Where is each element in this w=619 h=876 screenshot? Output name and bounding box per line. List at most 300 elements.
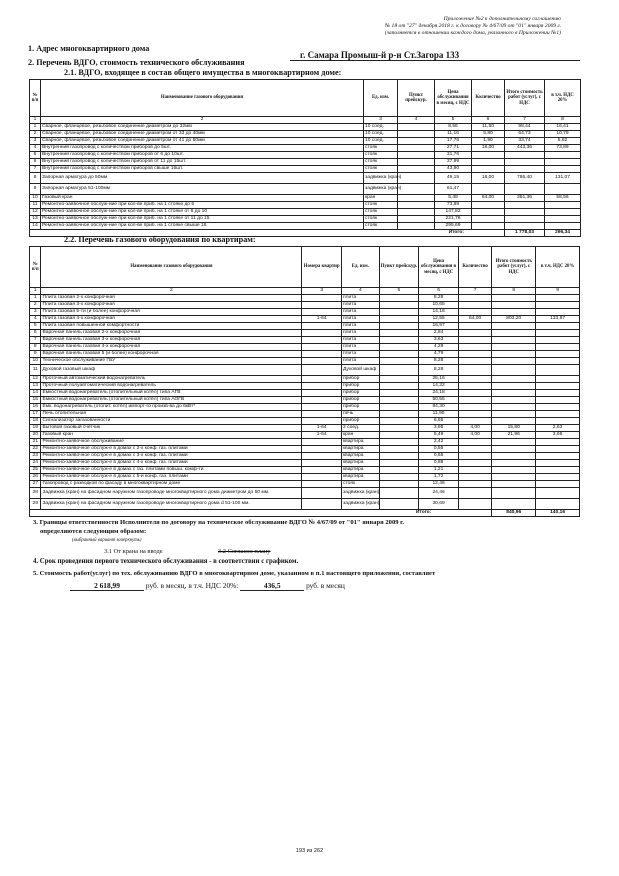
table-cell: 0,65 [419, 453, 459, 460]
table-cell [458, 474, 491, 481]
table-cell: плита [342, 302, 380, 309]
table-cell: 11,90 [419, 411, 459, 418]
table-cell [302, 474, 342, 481]
option-per-plan: 3.2 Согласно плану [218, 548, 271, 555]
table-cell [472, 159, 505, 166]
table-cell: 11 [30, 202, 41, 209]
table-cell [302, 376, 342, 383]
table-cell [379, 418, 419, 425]
table-cell: Газовый кран [41, 195, 364, 202]
table-cell: 11,16 [435, 131, 472, 138]
table-cell: 786,40 [505, 173, 545, 184]
apartment-equipment-table [29, 246, 580, 517]
table-cell [379, 499, 419, 510]
table-cell [536, 411, 580, 418]
table-cell: прибор [342, 376, 380, 383]
table-cell [379, 365, 419, 376]
table-cell: 351,36 [505, 195, 545, 202]
table-cell [379, 439, 419, 446]
table-cell [302, 365, 342, 376]
table-cell [536, 404, 580, 411]
table-cell: 3,95 [419, 425, 459, 432]
table-cell: Сварное, фланцевое, резьбовое соединение диаметром до 32мм [41, 124, 364, 131]
table-cell: Ремонтно-заявочное обслуж-е в домах с газ. плитами повыш. комф-ти [41, 467, 302, 474]
table-cell [536, 302, 580, 309]
table-cell: 14 [30, 223, 41, 230]
table-cell [536, 460, 580, 467]
table-cell: 8,28 [419, 358, 459, 365]
table-cell: 19 [30, 425, 41, 432]
table-cell [492, 323, 536, 330]
table-cell [398, 195, 435, 202]
table-cell: 5,49 [435, 195, 472, 202]
table-cell [458, 337, 491, 344]
table-cell [505, 209, 545, 216]
table-cell [492, 358, 536, 365]
table-cell [545, 159, 581, 166]
table-cell: Газовый кран [41, 432, 302, 439]
table-cell: 10 соед. [364, 131, 398, 138]
table-cell: Запорная арматура до 50мм [41, 173, 364, 184]
table-cell: квартира [342, 453, 380, 460]
table-row [30, 316, 580, 323]
table-cell: Плита газовая 5-ти (и более) конфорочная [41, 309, 302, 316]
col-number: 3 [302, 288, 342, 295]
table-cell: 8,28 [419, 365, 459, 376]
table-cell: 12,46 [419, 481, 459, 488]
table-cell [302, 460, 342, 467]
table-cell: 2,63 [536, 425, 580, 432]
col-header: № п/п [30, 247, 41, 288]
table-cell: Варочная панель газовая 5 (и более) конфорочная [41, 351, 302, 358]
table-cell: кран [364, 195, 398, 202]
table-cell: 10 [30, 195, 41, 202]
table-cell [458, 397, 491, 404]
table-cell [302, 453, 342, 460]
col-number: 6 [472, 117, 505, 124]
table-row [30, 418, 580, 425]
table-cell: 14,32 [419, 383, 459, 390]
table-cell: 24,46 [419, 488, 459, 499]
closing-sections [0, 519, 619, 659]
table-cell: Плита газовая повышенной комфортности [41, 323, 302, 330]
table-cell [536, 309, 580, 316]
table2-total-vat: 140,16 [536, 510, 580, 517]
col-header: Итого стоимость работ (услуг), с НДС [505, 80, 545, 117]
table-cell: Ремонтно-заявочное обслуж-е в домах с 3-х конф. газ. плитами [41, 453, 302, 460]
table-row [30, 439, 580, 446]
table-cell [536, 467, 580, 474]
table-cell: Ремонтно-заявочное обслуж-е в домах с 4-х конф. газ. плитами [41, 460, 302, 467]
table-cell: 14,18 [419, 309, 459, 316]
col-number: 5 [379, 288, 419, 295]
table-cell [492, 295, 536, 302]
table-cell [379, 432, 419, 439]
table-cell: 221,76 [435, 216, 472, 223]
table-cell: 23 [30, 453, 41, 460]
table-row [30, 152, 581, 159]
table-cell: плита [342, 351, 380, 358]
table-cell [302, 488, 342, 499]
section3-line2: определяются следующим образом: [40, 528, 147, 535]
table2-total-label: Итого: [30, 510, 492, 517]
table-cell [536, 499, 580, 510]
table-cell: стояк [364, 166, 398, 173]
table-cell: 803,20 [492, 316, 536, 323]
table-cell: 10 соед. [364, 138, 398, 145]
table-cell: квартира [342, 460, 380, 467]
col-header: Ед. изм. [364, 80, 398, 117]
table-cell [302, 295, 342, 302]
table-cell [458, 404, 491, 411]
appendix-note-line: № 18 от "27" декабря 2018 г. к договору № 4/67/09 от "01" января 2009 г. [384, 23, 561, 29]
table-cell [505, 202, 545, 209]
table-cell [536, 376, 580, 383]
table-cell [302, 481, 342, 488]
table-cell [398, 223, 435, 230]
table-cell: квартира [342, 446, 380, 453]
table-cell: Бытовой газовый счетчик [41, 425, 302, 432]
col-number: 7 [505, 117, 545, 124]
table-cell: Внутренний газопровод с количеством приборов от 6 до 10шт. [41, 152, 364, 159]
table-cell: 5,80 [472, 131, 505, 138]
table-cell [379, 337, 419, 344]
table-cell [536, 390, 580, 397]
section1-label: 1. Адрес многоквартирного дома [28, 44, 150, 53]
table-cell [536, 337, 580, 344]
table-row [30, 425, 580, 432]
table-cell: плита [342, 323, 380, 330]
table-cell [398, 209, 435, 216]
table-cell: 5 [30, 152, 41, 159]
table-cell [536, 365, 580, 376]
table-cell: 21 [30, 439, 41, 446]
table-cell [536, 453, 580, 460]
table-row [30, 323, 580, 330]
table-row [30, 358, 580, 365]
section21-title: 2.1. ВДГО, входящее в состав общего имущества в многоквартирном доме: [64, 68, 342, 77]
col-number: 8 [545, 117, 581, 124]
table-cell [492, 404, 536, 411]
table-cell: 4,00 [458, 432, 491, 439]
table-cell: 2 [30, 302, 41, 309]
table-cell: 1-64 [302, 316, 342, 323]
table-cell [492, 365, 536, 376]
table-cell [458, 418, 491, 425]
table-cell: Варочная панель газовая 2-х конфорочная [41, 330, 302, 337]
col-header: Количество [458, 247, 491, 288]
table-cell: 7 [30, 337, 41, 344]
table-cell [492, 376, 536, 383]
table-cell [379, 309, 419, 316]
table-cell [379, 344, 419, 351]
table-cell: 8 [30, 344, 41, 351]
table-row [30, 351, 580, 358]
table-cell [302, 446, 342, 453]
table-cell: 3 [30, 138, 41, 145]
col-number: 9 [536, 288, 580, 295]
appendix-note-line: (заполняется в отношении каждого дома, указанного в Приложении №1) [384, 30, 561, 36]
table-cell: печь [342, 411, 380, 418]
table-cell [379, 397, 419, 404]
table-cell: прибор [342, 397, 380, 404]
table-cell [379, 323, 419, 330]
table-cell: плита [342, 344, 380, 351]
table-cell [398, 166, 435, 173]
table-cell [536, 446, 580, 453]
table-cell [379, 467, 419, 474]
table-cell: 24,18 [419, 390, 459, 397]
table-cell [492, 453, 536, 460]
table-cell [492, 481, 536, 488]
table-cell [458, 323, 491, 330]
col-header: № п/п [30, 80, 41, 117]
table-cell [379, 295, 419, 302]
table-cell [302, 323, 342, 330]
table-row [30, 195, 581, 202]
table-cell: 295,69 [435, 223, 472, 230]
table-cell [492, 397, 536, 404]
table-cell: Сигнализатор загазованности [41, 418, 302, 425]
table-cell [398, 159, 435, 166]
table-cell [398, 152, 435, 159]
table-cell [379, 404, 419, 411]
col-number: 8 [492, 288, 536, 295]
table-cell [398, 131, 435, 138]
table-cell [379, 425, 419, 432]
table-cell [492, 499, 536, 510]
table-cell [302, 390, 342, 397]
col-header: Итого стоимость работ (услуг), с НДС [492, 247, 536, 288]
table-cell: 3,63 [419, 337, 459, 344]
table-cell [536, 474, 580, 481]
table-row [30, 397, 580, 404]
table-row [30, 330, 580, 337]
table-row [30, 411, 580, 418]
table1-total-value: 1 778,03 [505, 230, 545, 237]
table-row [30, 383, 580, 390]
table-cell [379, 460, 419, 467]
table-cell [492, 446, 536, 453]
table-cell [398, 216, 435, 223]
table-cell: 22 [30, 446, 41, 453]
table-cell [472, 223, 505, 230]
table-cell: Сварное, фланцевое, резьбовое соединение диаметром от 33 до 40мм [41, 131, 364, 138]
table-cell: прибор [342, 390, 380, 397]
table-cell: 6 [30, 330, 41, 337]
table-cell [398, 202, 435, 209]
table-cell: 28 [30, 488, 41, 499]
table-cell: Ремонтно-заявочное обслуж-е в домах с 5-и конф. газ. плитами [41, 474, 302, 481]
table-cell: 84,30 [419, 404, 459, 411]
table-row [30, 376, 580, 383]
table-cell: 18 [30, 418, 41, 425]
table-cell: 11,50 [472, 124, 505, 131]
section3-line1: 3. Границы ответственности Исполнителя по договору на техническое обслуживание ВДГО № 4/67/09 от "01" января 2009 г. [33, 519, 405, 526]
table-row [30, 474, 580, 481]
table-cell [398, 145, 435, 152]
col-header: Пункт прейскур. [398, 80, 435, 117]
table-row [30, 184, 581, 195]
table1-total-vat: 296,34 [545, 230, 581, 237]
table-row [30, 159, 581, 166]
table-cell [458, 344, 491, 351]
table-cell [398, 173, 435, 184]
address-value: г. Самара Промыш-й р-н Ст.Загора 133 [300, 50, 460, 60]
table-cell: 15,80 [492, 425, 536, 432]
table-cell: задвижка (кран) [342, 499, 380, 510]
section5-cost-line [70, 581, 345, 591]
table-cell: 58,56 [545, 195, 581, 202]
table-cell: 15 [30, 397, 41, 404]
table-cell [505, 166, 545, 173]
table-cell [379, 390, 419, 397]
table-cell [458, 309, 491, 316]
table-cell: Плита газовая 4-х конфорочная [41, 316, 302, 323]
table-cell: Варочная панель газовая 3-х конфорочная [41, 337, 302, 344]
table-cell [458, 460, 491, 467]
table-cell [492, 383, 536, 390]
table-cell: 12,55 [419, 316, 459, 323]
appendix-note [271, 16, 561, 37]
table-cell [379, 302, 419, 309]
table-cell: 4,00 [458, 425, 491, 432]
table-cell: Емк. водонагреватель (отопит. котёл) импорт-го произв-ва до 6кВт* [41, 404, 302, 411]
table-row [30, 481, 580, 488]
table-cell: 4 [30, 316, 41, 323]
table-cell: 1,21 [419, 467, 459, 474]
table-cell [492, 390, 536, 397]
table-cell [302, 439, 342, 446]
table-cell: 37,99 [435, 159, 472, 166]
table-cell: Газопровод с разводкой по фасаду в многоквартирном доме [41, 481, 302, 488]
table-cell: 17 [30, 411, 41, 418]
table-cell [302, 302, 342, 309]
section4-text: 4. Срок проведения первого технического обслуживания - в соответствии с графиком. [33, 558, 299, 565]
table-row [30, 467, 580, 474]
table-cell: 6 [30, 159, 41, 166]
table-cell: 1,72 [419, 474, 459, 481]
table-cell: 16 [30, 404, 41, 411]
table-cell [536, 351, 580, 358]
table-cell: 2 [30, 131, 41, 138]
table-cell [505, 152, 545, 159]
col-header: Цена обслуживания в месяц, с НДС [419, 247, 459, 288]
table-cell [536, 323, 580, 330]
table-cell: стояк [364, 159, 398, 166]
table-cell [302, 309, 342, 316]
table-cell [472, 152, 505, 159]
table-cell: 64,73 [505, 131, 545, 138]
table-cell: 73,89 [435, 202, 472, 209]
table-row [30, 390, 580, 397]
table-cell [536, 397, 580, 404]
table-cell: Техническое обслуживание ГБУ [41, 358, 302, 365]
table-cell: задвижка (кран) [364, 184, 398, 195]
table-cell: Задвижка (кран) на фасадном наружном газопроводе многоквартирного дома d 51-100 мм. [41, 499, 302, 510]
table-cell [458, 295, 491, 302]
table-cell [545, 202, 581, 209]
table-cell: стояк [364, 152, 398, 159]
table-cell: 50,55 [419, 397, 459, 404]
table-cell [379, 411, 419, 418]
table-cell: Запорная арматура 51-100мм [41, 184, 364, 195]
section5-end: руб. в месяц [306, 581, 345, 590]
monthly-amount: 2 618,99 [70, 581, 144, 591]
col-number: 2 [41, 288, 302, 295]
table-cell [505, 159, 545, 166]
table-cell [302, 467, 342, 474]
table-cell [492, 488, 536, 499]
table-row [30, 309, 580, 316]
table-cell [492, 474, 536, 481]
table-cell: 73,89 [545, 145, 581, 152]
table-cell: 133,87 [536, 316, 580, 323]
section3-note: (выбранный вариант зачеркнуть) [72, 538, 142, 543]
table-cell [545, 223, 581, 230]
table-cell: 5,62 [545, 138, 581, 145]
table-cell: Печь отопительная [41, 411, 302, 418]
table-cell: 10,65 [419, 302, 459, 309]
table-cell: 0,88 [419, 460, 459, 467]
table-cell [492, 302, 536, 309]
table-cell: плита [342, 309, 380, 316]
section22-title: 2.2. Перечень газового оборудования по квартирам: [64, 235, 256, 244]
table-cell: 5,49 [419, 432, 459, 439]
table-cell: 11 [30, 365, 41, 376]
table-cell: 10 соед. [364, 124, 398, 131]
table-cell [379, 330, 419, 337]
section5-text: 5. Стоимость работ(услуг) по тех. обслуживанию ВДГО в многоквартирном доме, указанном в п.1 настоящего приложения, составляет [33, 570, 436, 577]
table-cell: Задвижка (кран) на фасадном наружном газопроводе многоквартирного дома диаметром до 50 мм. [41, 488, 302, 499]
table-cell [458, 351, 491, 358]
table-cell: плита [342, 337, 380, 344]
table-cell [302, 383, 342, 390]
table-cell: Ремонтно-заявочное обслуж-ние при кол-ве приб. на 1 стояке до 5 [41, 202, 364, 209]
table-cell: Ремонтно-заявочное обслуживание [41, 439, 302, 446]
table-cell [472, 216, 505, 223]
table-cell [492, 411, 536, 418]
table-cell [458, 488, 491, 499]
table-cell: задвижка (кран) [364, 173, 398, 184]
table-cell: 8,56 [435, 124, 472, 131]
table-cell: 27 [30, 481, 41, 488]
table-cell [379, 446, 419, 453]
table-cell [536, 418, 580, 425]
col-header: в т.ч. НДС 20% [545, 80, 581, 117]
table-cell: 24 [30, 460, 41, 467]
table-cell [536, 295, 580, 302]
table-row [30, 166, 581, 173]
table-cell: 1-64 [302, 425, 342, 432]
table-cell: Проточный полуавтоматический водонагреватель [41, 383, 302, 390]
table-cell [536, 488, 580, 499]
table-cell: 1 [30, 124, 41, 131]
common-equipment-table [29, 79, 581, 237]
table-cell [302, 397, 342, 404]
table-cell: 3,66 [536, 432, 580, 439]
table-cell: 17,76 [435, 138, 472, 145]
col-header: Номера квартир [302, 247, 342, 288]
table-cell: 10,79 [545, 131, 581, 138]
table-cell: 25,16 [419, 376, 459, 383]
table-row [30, 337, 580, 344]
table-cell: 3 [30, 309, 41, 316]
table-cell [458, 365, 491, 376]
table-cell: 33,74 [505, 138, 545, 145]
col-header: в т.ч. НДС 20% [536, 247, 580, 288]
table-cell [458, 481, 491, 488]
